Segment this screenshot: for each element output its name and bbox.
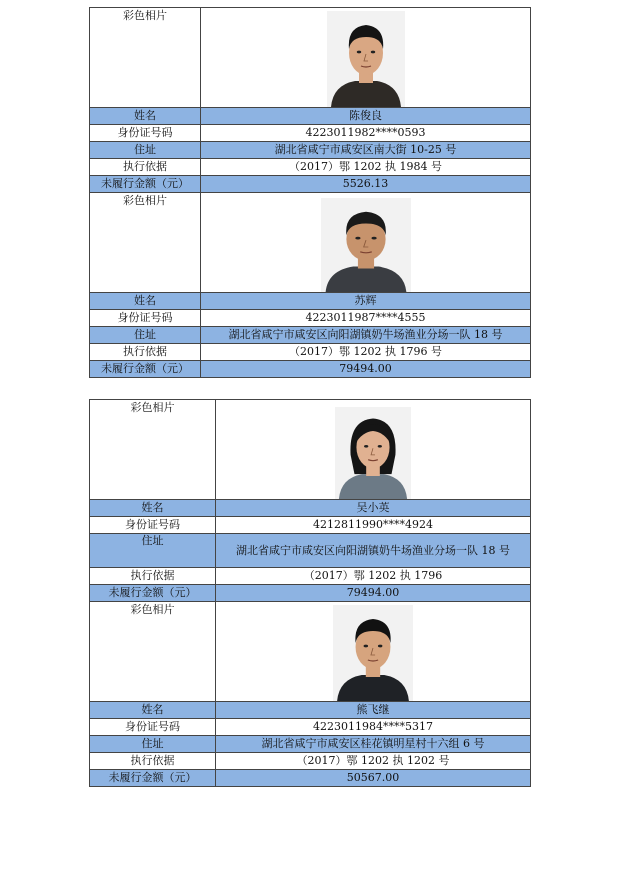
name-value: 熊飞继: [216, 702, 531, 719]
address-value: 湖北省咸宁市咸安区桂花镇明星村十六组 6 号: [216, 736, 531, 753]
photo-label: 彩色相片: [90, 602, 216, 702]
id-label: 身份证号码: [90, 719, 216, 736]
address-label: 住址: [90, 534, 216, 568]
basis-label: 执行依据: [90, 159, 201, 176]
debtor-table-1: [89, 7, 531, 378]
basis-label: 执行依据: [90, 753, 216, 770]
basis-value: （2017）鄂 1202 执 1796: [216, 568, 531, 585]
id-label: 身份证号码: [90, 517, 216, 534]
portrait-photo: [321, 198, 411, 292]
amount-value: 5526.13: [201, 176, 531, 193]
id-value: 4223011987****4555: [201, 310, 531, 327]
amount-value: 79494.00: [216, 585, 531, 602]
address-label: 住址: [90, 736, 216, 753]
address-label: 住址: [90, 327, 201, 344]
address-label: 住址: [90, 142, 201, 159]
left-eye: [355, 237, 360, 240]
id-value: 4223011982****0593: [201, 125, 531, 142]
amount-value: 79494.00: [201, 361, 531, 378]
name-value: 吴小英: [216, 500, 531, 517]
portrait-photo: [335, 407, 411, 499]
photo-label: 彩色相片: [90, 8, 201, 108]
id-value: 4212811990****4924: [216, 517, 531, 534]
photo-cell: [201, 193, 531, 293]
left-eye: [356, 51, 360, 54]
amount-label: 未履行金额（元）: [90, 361, 201, 378]
left-eye: [364, 445, 368, 448]
address-value: 湖北省咸宁市咸安区南大街 10-25 号: [201, 142, 531, 159]
right-eye: [378, 445, 382, 448]
name-value: 陈俊良: [201, 108, 531, 125]
basis-value: （2017）鄂 1202 执 1202 号: [216, 753, 531, 770]
name-label: 姓名: [90, 293, 201, 310]
name-label: 姓名: [90, 702, 216, 719]
right-eye: [378, 645, 383, 648]
amount-label: 未履行金额（元）: [90, 585, 216, 602]
portrait-photo: [333, 605, 413, 701]
amount-label: 未履行金额（元）: [90, 770, 216, 787]
name-value: 苏辉: [201, 293, 531, 310]
address-value: 湖北省咸宁市咸安区向阳湖镇奶牛场渔业分场一队 18 号: [201, 327, 531, 344]
right-eye: [370, 51, 374, 54]
photo-cell: [201, 8, 531, 108]
address-value: 湖北省咸宁市咸安区向阳湖镇奶牛场渔业分场一队 18 号: [216, 534, 531, 568]
photo-cell: [216, 400, 531, 500]
basis-value: （2017）鄂 1202 执 1984 号: [201, 159, 531, 176]
left-eye: [364, 645, 369, 648]
amount-label: 未履行金额（元）: [90, 176, 201, 193]
name-label: 姓名: [90, 500, 216, 517]
id-value: 4223011984****5317: [216, 719, 531, 736]
amount-value: 50567.00: [216, 770, 531, 787]
right-eye: [371, 237, 376, 240]
name-label: 姓名: [90, 108, 201, 125]
basis-label: 执行依据: [90, 568, 216, 585]
photo-label: 彩色相片: [90, 400, 216, 500]
basis-label: 执行依据: [90, 344, 201, 361]
debtor-table-2: [89, 399, 531, 787]
id-label: 身份证号码: [90, 125, 201, 142]
basis-value: （2017）鄂 1202 执 1796 号: [201, 344, 531, 361]
id-label: 身份证号码: [90, 310, 201, 327]
photo-label: 彩色相片: [90, 193, 201, 293]
portrait-photo: [327, 11, 405, 107]
photo-cell: [216, 602, 531, 702]
